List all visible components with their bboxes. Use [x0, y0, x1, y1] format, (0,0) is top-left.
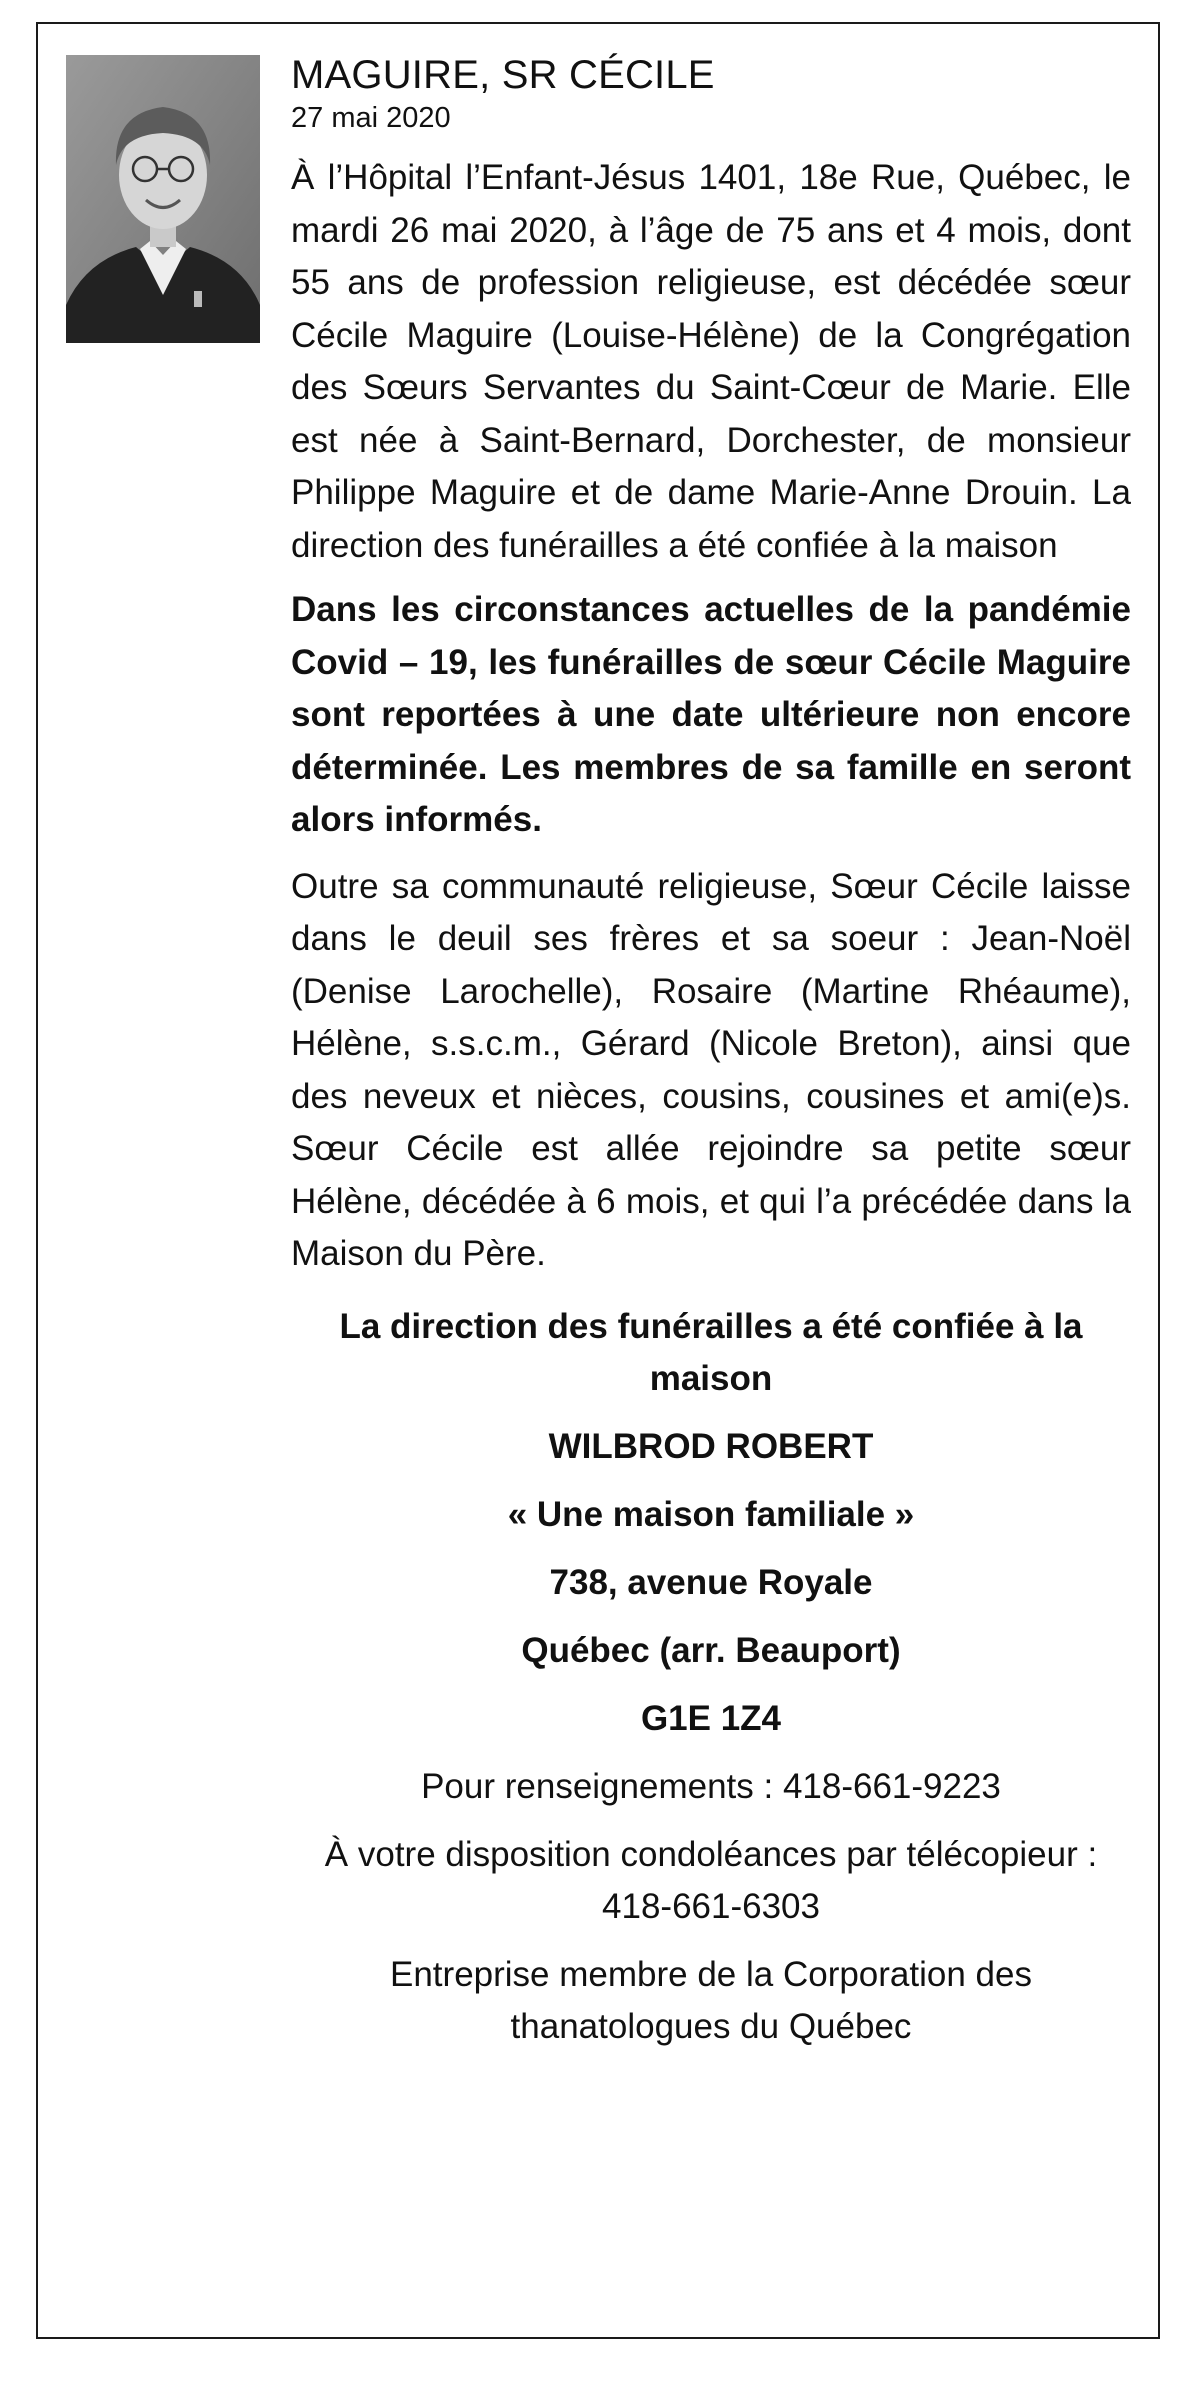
funeral-home-city: Québec (arr. Beauport): [521, 1630, 901, 1670]
fax-number: 418-661-6303: [602, 1886, 820, 1926]
membership-text: Entreprise membre de la Corporation des thanatologues du Québec: [390, 1954, 1032, 2046]
covid-notice-paragraph: Dans les circonstances actuelles de la pandémie Covid – 19, les funérailles de sœur Cécile Maguire sont reportées à une date ultérieure non encore déterminée. Les membres de sa famille en seront alors informés.: [291, 590, 1131, 839]
announcement-paragraph: À l’Hôpital l’Enfant-Jésus 1401, 18e Rue, Québec, le mardi 26 mai 2020, à l’âge de 75 ans et 4 mois, dont 55 ans de profession religieuse, est décédée sœur Cécile Maguire (Louise-Hélène) de la Congrégation des Sœurs Servantes du Saint-Cœur de Marie. Elle est née à Saint-Bernard, Dorchester, de monsieur Philippe Maguire et de dame Marie-Anne Drouin. La direction des funérailles a été confiée à la maison: [291, 158, 1131, 565]
survivors-paragraph: Outre sa communauté religieuse, Sœur Cécile laisse dans le deuil ses frères et sa soeur : Jean-Noël (Denise Larochelle), Rosaire (Martine Rhéaume), Hélène, s.s.c.m., Gérard (Nicole Breton), ainsi que des neveux et nièces, cousins, cousines et ami(e)s. Sœur Cécile est allée rejoindre sa petite sœur Hélène, décédée à 6 mois, et qui l’a précédée dans la Maison du Père.: [291, 866, 1131, 1273]
funeral-home-name: WILBROD ROBERT: [548, 1426, 874, 1466]
obituary-content: [291, 50, 1131, 2053]
funeral-home-postal-code: G1E 1Z4: [640, 1698, 782, 1738]
info-phone: Pour renseignements : 418-661-9223: [421, 1766, 1001, 1806]
funeral-home-slogan: « Une maison familiale »: [507, 1494, 915, 1534]
deceased-name: MAGUIRE, SR CÉCILE: [291, 53, 715, 97]
publication-date: 27 mai 2020: [291, 102, 451, 134]
fax-label: À votre disposition condoléances par télécopieur :: [324, 1834, 1098, 1874]
funeral-home-address: 738, avenue Royale: [549, 1562, 873, 1602]
portrait-photo: [66, 55, 260, 343]
funeral-direction-text: La direction des funérailles a été confiée à la maison: [339, 1306, 1083, 1398]
